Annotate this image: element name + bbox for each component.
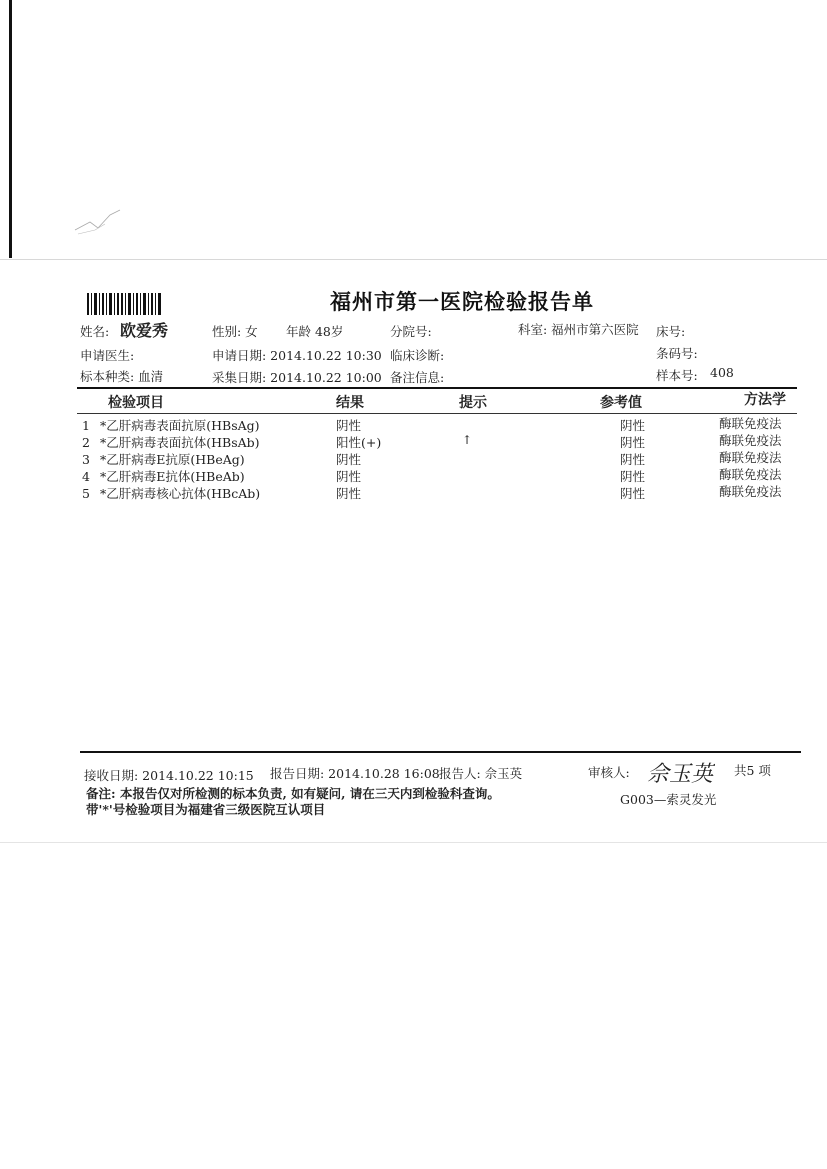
header-hint: 提示 [459, 395, 487, 411]
reporter: 报告人: 佘玉英 [439, 766, 523, 781]
name-label: 姓名: [80, 324, 110, 339]
patient-name: 欧爱秀 [120, 321, 169, 340]
row-number: 4 [82, 469, 90, 484]
row-reference: 阴性 [620, 469, 646, 484]
branch-label: 分院号: [390, 324, 432, 339]
row-number: 5 [82, 486, 90, 501]
header-item: 检验项目 [108, 395, 164, 411]
row-number: 3 [82, 452, 90, 467]
row-item: *乙肝病毒表面抗原(HBsAg) [100, 418, 260, 433]
row-result: 阳性(+) [336, 435, 382, 450]
bed-label: 床号: [656, 324, 686, 339]
doctor-label: 申请医生: [80, 348, 135, 363]
footer-note: 备注: 本报告仅对所检测的标本负责, 如有疑问, 请在三天内到检验科查询。 [86, 786, 500, 801]
department: 科室: 福州市第六医院 [518, 322, 639, 337]
up-arrow-icon: ↑ [462, 433, 473, 447]
reviewer-label: 审核人: [588, 765, 630, 780]
header-result: 结果 [336, 395, 364, 411]
row-number: 2 [82, 435, 90, 450]
table-top-rule [77, 387, 797, 389]
row-item: *乙肝病毒表面抗体(HBsAb) [100, 435, 260, 450]
row-reference: 阴性 [620, 452, 646, 467]
patient-sex: 性别: 女 [212, 324, 258, 339]
sheet-top-edge [0, 259, 827, 260]
remarks-label: 备注信息: [390, 370, 445, 385]
sample-number: 408 [710, 365, 734, 380]
row-method: 酶联免疫法 [719, 467, 782, 482]
scan-edge-line [9, 0, 12, 258]
row-method: 酶联免疫法 [719, 416, 782, 431]
row-method: 酶联免疫法 [719, 433, 782, 448]
reviewer-code: G003—索灵发光 [620, 792, 717, 807]
row-number: 1 [82, 418, 90, 433]
scan-smudge [70, 200, 130, 240]
reviewer-signature [645, 755, 715, 789]
barcode-label: 条码号: [656, 346, 698, 361]
footer-rule [80, 751, 801, 753]
barcode-image [87, 293, 163, 315]
row-reference: 阴性 [620, 486, 646, 501]
sample-label: 样本号: [656, 368, 698, 383]
row-result: 阴性 [336, 418, 362, 433]
row-result: 阴性 [336, 469, 362, 484]
signature-text: 佘玉英 [647, 762, 714, 787]
footer-note-mutual-recognition: 带'*'号检验项目为福建省三级医院互认项目 [86, 802, 326, 817]
row-reference: 阴性 [620, 418, 646, 433]
header-reference: 参考值 [600, 395, 642, 411]
row-reference: 阴性 [620, 435, 646, 450]
row-result: 阴性 [336, 486, 362, 501]
item-total: 共5 项 [734, 763, 771, 778]
report-date: 报告日期: 2014.10.28 16:08 [270, 766, 440, 781]
diagnosis-label: 临床诊断: [390, 348, 445, 363]
header-method: 方法学 [744, 392, 786, 408]
row-result: 阴性 [336, 452, 362, 467]
row-method: 酶联免疫法 [719, 484, 782, 499]
specimen-type: 标本种类: 血清 [80, 369, 164, 384]
row-item: *乙肝病毒E抗体(HBeAb) [100, 469, 245, 484]
row-method: 酶联免疫法 [719, 450, 782, 465]
collect-date: 采集日期: 2014.10.22 10:00 [212, 370, 382, 385]
apply-date: 申请日期: 2014.10.22 10:30 [212, 348, 382, 363]
row-item: *乙肝病毒E抗原(HBeAg) [100, 452, 245, 467]
report-title: 福州市第一医院检验报告单 [330, 289, 594, 314]
table-header-rule [77, 413, 797, 414]
sheet-bottom-edge [0, 842, 827, 843]
receive-date: 接收日期: 2014.10.22 10:15 [84, 768, 254, 783]
patient-age: 年龄 48岁 [286, 324, 344, 339]
row-item: *乙肝病毒核心抗体(HBcAb) [100, 486, 261, 501]
